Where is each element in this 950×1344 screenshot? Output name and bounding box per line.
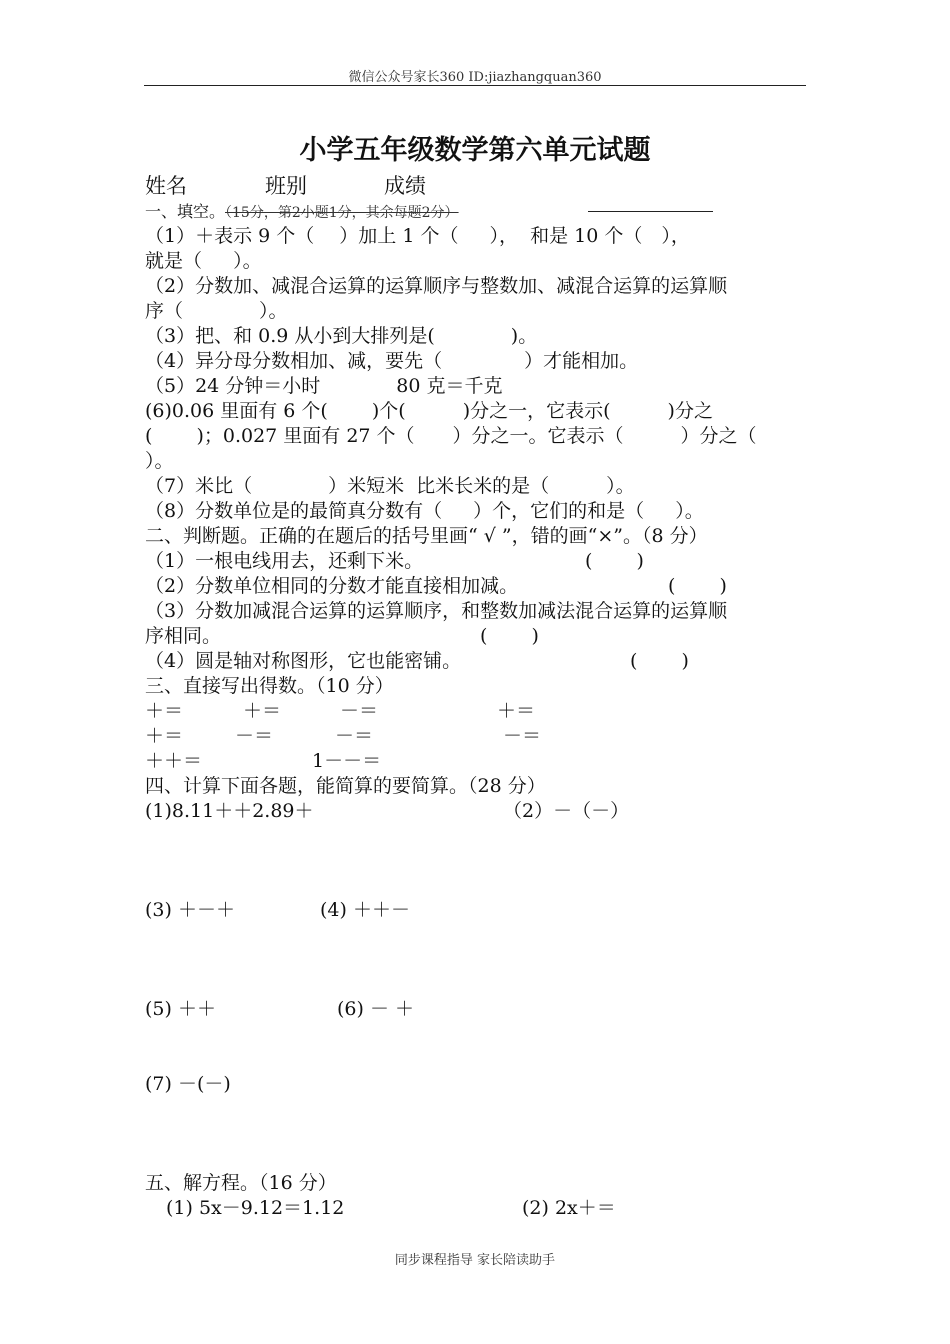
s2-answer-bracket: ( ) xyxy=(480,625,539,647)
section1-heading-prefix: 一、填空。 xyxy=(145,202,226,221)
mental-math-item: ＋＝ xyxy=(243,700,282,722)
class-label: 班别 xyxy=(265,174,307,198)
mental-math-item: －＝ xyxy=(335,725,374,747)
calc-item-3: (3) ＋－＋ xyxy=(145,899,235,921)
section1-heading xyxy=(145,200,459,225)
s2-answer-bracket: ( ) xyxy=(585,550,644,572)
score-label: 成绩 xyxy=(384,174,426,198)
s1-line: ）。 xyxy=(145,450,174,472)
page-header: 微信公众号家长360 ID:jiazhangquan360 xyxy=(348,70,602,85)
header-rule xyxy=(144,85,806,86)
calc-item-4: (4) ＋＋－ xyxy=(320,899,410,921)
s1-line: （2）分数加、减混合运算的运算顺序与整数加、减混合运算的运算顺 xyxy=(145,275,728,297)
calc-item-2: （2）－（－） xyxy=(503,800,630,822)
student-name-label: 姓名 xyxy=(145,174,187,198)
mental-math-item: ＋＝ xyxy=(145,725,184,747)
s2-answer-bracket: ( ) xyxy=(630,650,689,672)
exam-title: 小学五年级数学第六单元试题 xyxy=(299,135,651,166)
mental-math-item: －＝ xyxy=(340,700,379,722)
s1-line: (6)0.06 里面有 6 个( )个( )分之一，它表示( )分之 xyxy=(145,400,713,422)
s1-line: 就是（ ）。 xyxy=(145,250,262,272)
mental-math-item: ＋＋＝ xyxy=(145,750,203,772)
mental-math-item: 1－－＝ xyxy=(312,750,382,772)
s1-line: （1）＋表示 9 个（ ）加上 1 个（ ）， 和是 10 个（ ）， xyxy=(145,225,690,247)
s2-line: （4）圆是轴对称图形，它也能密铺。 xyxy=(145,650,462,672)
s1-line: （4）异分母分数相加、减，要先（ ）才能相加。 xyxy=(145,350,639,372)
calc-item-5: (5) ＋＋ xyxy=(145,998,216,1020)
calc-item-6: (6) － ＋ xyxy=(337,998,414,1020)
s1-line: （7）米比（ ）米短米 比米长米的是（ ）。 xyxy=(145,475,635,497)
section1-heading-struck: （15分，第2小题1分，其余每题2分） xyxy=(225,205,459,221)
section5-heading: 五、解方程。（16 分） xyxy=(145,1172,337,1194)
s2-line: （1）一根电线用去，还剩下米。 xyxy=(145,550,424,572)
s1-line: （8）分数单位是的最简真分数有（ ）个，它们的和是（ ）。 xyxy=(145,500,704,522)
mental-math-item: －＝ xyxy=(503,725,542,747)
equation-item-2: (2) 2x＋＝ xyxy=(522,1197,616,1219)
equation-item-1: (1) 5x－9.12＝1.12 xyxy=(166,1197,345,1219)
s2-line: （2）分数单位相同的分数才能直接相加减。 xyxy=(145,575,519,597)
section2-heading: 二、判断题。正确的在题后的括号里画“ √ ”，错的画“×”。（8 分） xyxy=(145,525,708,547)
mental-math-item: －＝ xyxy=(235,725,274,747)
mental-math-item: ＋＝ xyxy=(497,700,536,722)
calc-item-1: (1)8.11＋＋2.89＋ xyxy=(145,800,314,822)
section1-rule xyxy=(588,211,713,212)
s1-line: （3）把、和 0.9 从小到大排列是( )。 xyxy=(145,325,538,347)
section3-heading: 三、直接写出得数。（10 分） xyxy=(145,675,394,697)
section4-heading: 四、计算下面各题，能简算的要简算。（28 分） xyxy=(145,775,546,797)
s1-line: 序（ ）。 xyxy=(145,300,288,322)
s2-answer-bracket: ( ) xyxy=(668,575,727,597)
mental-math-item: ＋＝ xyxy=(145,700,184,722)
calc-item-7: (7) －(－) xyxy=(145,1073,231,1095)
s2-line: 序相同。 xyxy=(145,625,222,647)
s1-line: ( )；0.027 里面有 27 个（ ）分之一。它表示（ ）分之（ xyxy=(145,425,757,447)
s1-line: （5）24 分钟＝小时 80 克＝千克 xyxy=(145,375,503,397)
s2-line: （3）分数加减混合运算的运算顺序，和整数加减法混合运算的运算顺 xyxy=(145,600,728,622)
page-footer: 同步课程指导 家长陪读助手 xyxy=(394,1253,556,1268)
